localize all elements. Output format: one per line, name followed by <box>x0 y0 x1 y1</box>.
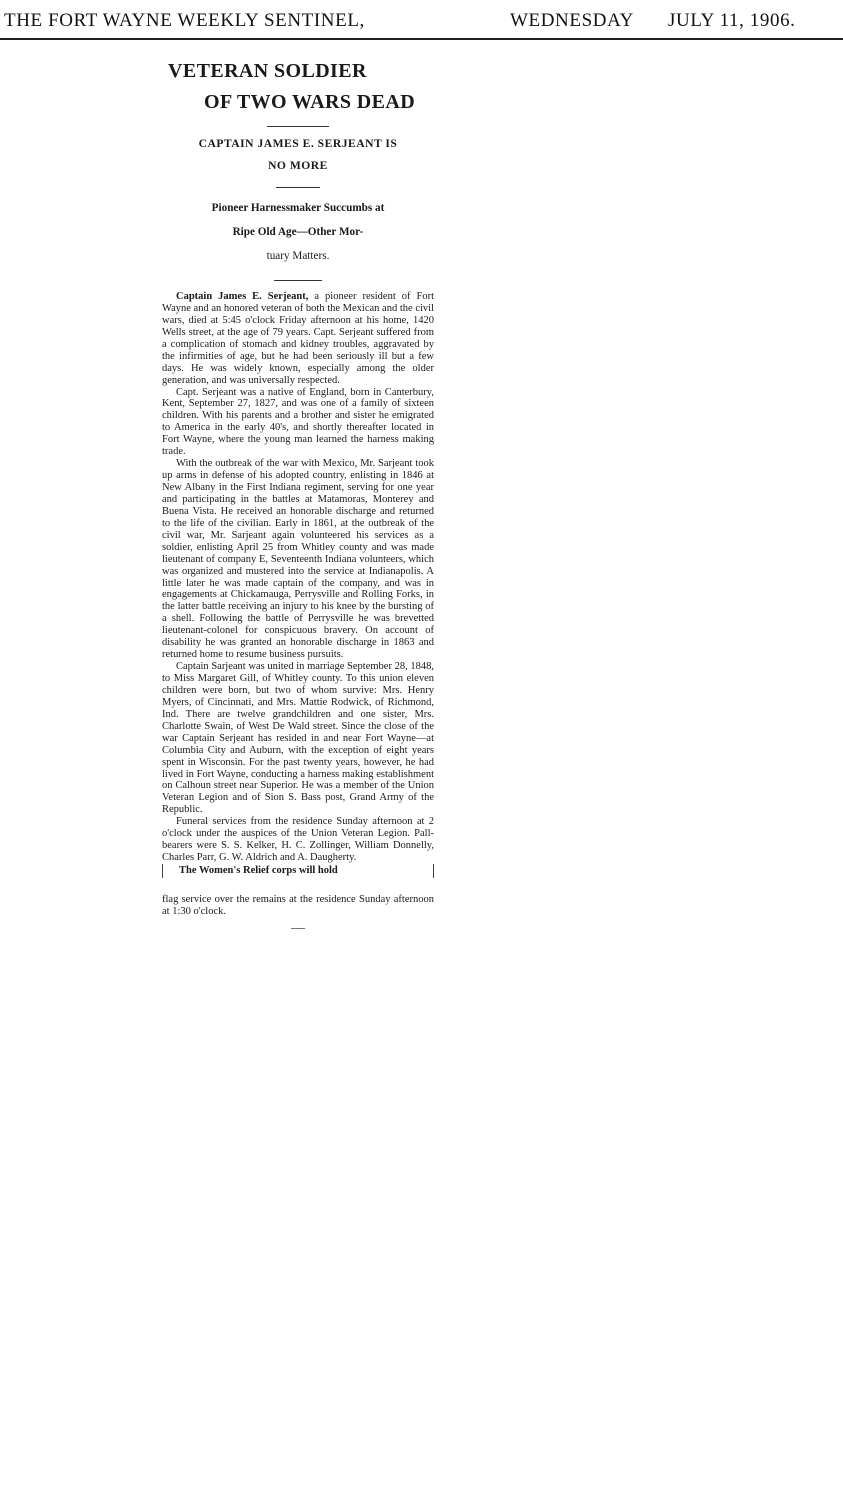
newspaper-name: THE FORT WAYNE WEEKLY SENTINEL, <box>4 10 365 31</box>
obituary-article <box>162 56 434 929</box>
subhead-line-2: NO MORE <box>268 159 328 172</box>
masthead <box>0 0 843 44</box>
headline-line-2: OF TWO WARS DEAD <box>204 91 416 113</box>
subhead-divider <box>276 187 320 188</box>
subhead-line-1: CAPTAIN JAMES E. SERJEANT IS <box>198 137 398 150</box>
article-body <box>162 291 434 878</box>
deck <box>162 196 434 268</box>
issue-weekday: WEDNESDAY <box>510 10 634 31</box>
end-rule <box>291 928 305 929</box>
lead-name: Captain James E. Serjeant, <box>176 291 309 302</box>
paragraph-origins: Capt. Serjeant was a native of England, born in Canterbury, Kent, September 27, 1827, and was one of a family of sixteen children. With his parents and a brother and sister he emigrated to America in the early 40's, and shortly thereafter located in Fort Wayne, where the young man learned the harness making trade. <box>162 386 434 458</box>
issue-date: JULY 11, 1906. <box>668 10 796 31</box>
deck-line-3: tuary Matters. <box>266 250 330 262</box>
deck-line-2: Ripe Old Age—Other Mor- <box>232 226 364 238</box>
paragraph-family: Captain Sarjeant was united in marriage September 28, 1848, to Miss Margaret Gill, of Whitley county. To this union eleven children were born, but two of whom survive: Mrs. Henry Myers, of Cincinnati, and Mrs. Mattie Rodwick, of Richmond, Ind. There are twelve grandchildren and one sister, Mrs. Charlotte Swain, of West De Wald street. Since the close of the war Captain Serjeant has resided in and near Fort Wayne—at Columbia City and Auburn, with the exception of eight years spent in Wisconsin. For the past twenty years, however, he had lived in Fort Wayne, conducting a harness making establishment on Calhoun street near Superior. He was a member of the Union Veteran Legion and of Sion S. Bass post, Grand Army of the Republic. <box>162 661 434 816</box>
paragraph-military-service: With the outbreak of the war with Mexico, Mr. Sarjeant took up arms in defense of his adopted country, enlisting in 1846 at New Albany in the First Indiana regiment, serving for one year and participating in the battles at Matamoras, Monterey and Buena Vista. He received an honorable discharge and returned to the life of the civilian. Early in 1861, at the outbreak of the civil war, Mr. Sarjeant again volunteered his services as a soldier, enlisting April 25 from Whitley county and was made lieutenant of company E, Seventeenth Indiana volunteers, which was organized and mustered into the service at Indianapolis. A little later he was made captain of the company, and was in engagements at Chickamauga, Perrysville and Rolling Forks, in the latter battle receiving an injury to his knee by the bursting of a shell. Following the battle of Perrysville he was brevetted lieutenant-colonel for conspicuous bravery. On account of disability he was granted an honorable discharge in 1863 and returned home to resume business pursuits. <box>162 458 434 661</box>
headline-divider <box>267 126 329 127</box>
deck-line-1: Pioneer Harnessmaker Succumbs at <box>211 202 385 214</box>
deck-divider <box>274 280 322 281</box>
paragraph-funeral: Funeral services from the residence Sunday afternoon at 2 o'clock under the auspices of the Union Veteran Legion. Pall-bearers were S. S. Kelker, H. C. Zollinger, William Donnelly, Charles Parr, G. W. Aldrich and A. Daugherty. <box>162 816 434 864</box>
paragraph-death-notice <box>162 291 434 387</box>
paragraph-relief-corps-head: The Women's Relief corps will hold <box>162 864 434 878</box>
paragraph-death-notice-text: a pioneer resident of Fort Wayne and an honored veteran of both the Mexican and the civil wars, died at 5:45 o'clock Friday afternoon at his home, 1420 Wells street, at the age of 79 years. Capt. Serjeant suffered from a complication of stomach and kidney troubles, aggravated by the infirmities of age, but he had been seriously ill but a few days. He was widely known, especially among the older generation, and was universally respected. <box>162 291 435 386</box>
masthead-rule <box>0 38 843 40</box>
paragraph-relief-corps-rest: flag service over the remains at the residence Sunday afternoon at 1:30 o'clock. <box>162 893 434 917</box>
headline-line-1: VETERAN SOLDIER <box>168 60 367 82</box>
